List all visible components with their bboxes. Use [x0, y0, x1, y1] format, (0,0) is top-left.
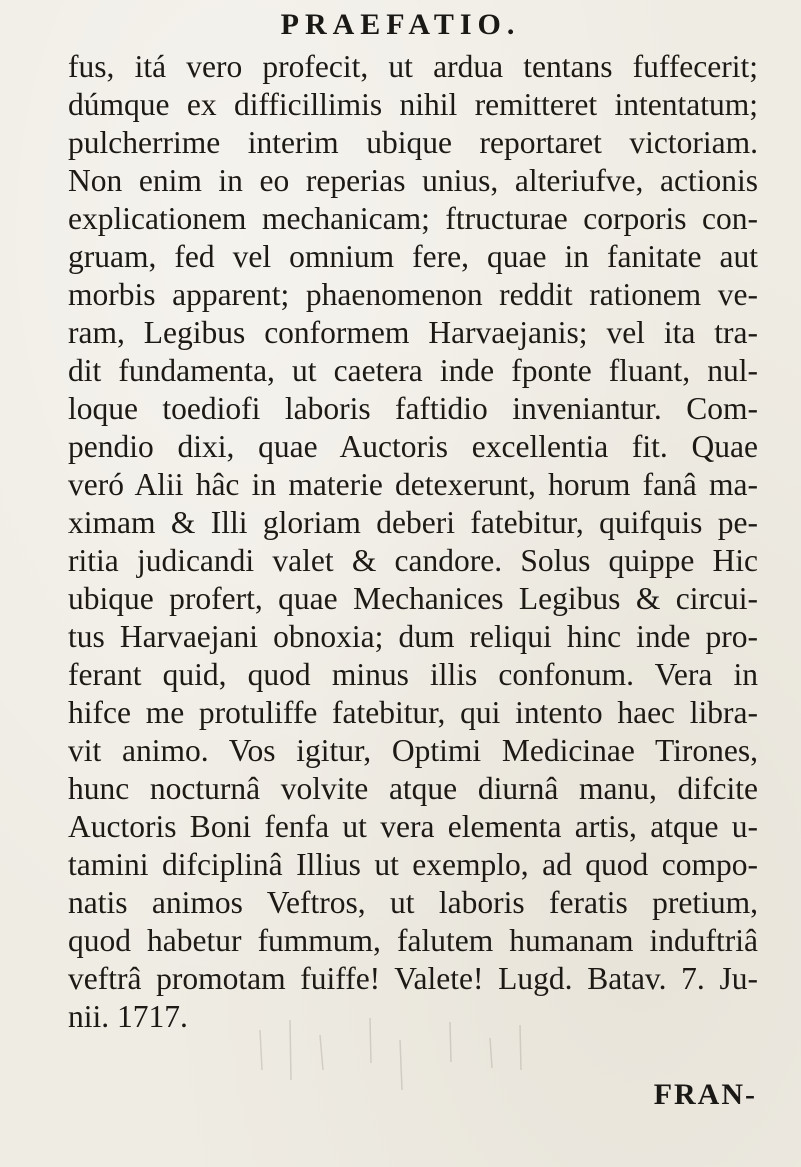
text-line: ram, Legibus conformem Harvaejanis; vel ita tra-	[68, 315, 758, 350]
text-line: pulcherrime interim ubique reportaret victoriam.	[68, 125, 758, 160]
text-line: Non enim in eo reperias unius, alteriufve, actionis	[68, 163, 758, 198]
text-line: explicationem mechanicam; ftructurae corporis con-	[68, 201, 758, 236]
body-text	[68, 48, 758, 1036]
catchword: FRAN-	[653, 1078, 757, 1111]
text-line: pendio dixi, quae Auctoris excellentia fit. Quae	[68, 429, 758, 464]
text-line-last: nii. 1717.	[68, 999, 188, 1034]
text-line: Auctoris Boni fenfa ut vera elementa artis, atque u-	[68, 809, 758, 844]
text-line: quod habetur fummum, falutem humanam induftriâ	[68, 923, 758, 958]
text-line: hunc nocturnâ volvite atque diurnâ manu, difcite	[68, 771, 758, 806]
text-line: ximam & Illi gloriam deberi fatebitur, quifquis pe-	[68, 505, 758, 540]
text-line: veftrâ promotam fuiffe! Valete! Lugd. Batav. 7. Ju-	[68, 961, 758, 996]
text-line: dúmque ex difficillimis nihil remitteret intentatum;	[68, 87, 758, 122]
text-line: ferant quid, quod minus illis confonum. Vera in	[68, 657, 758, 692]
running-head: PRAEFATIO.	[280, 8, 521, 41]
text-line: hifce me protuliffe fatebitur, qui intento haec libra-	[68, 695, 758, 730]
text-line: gruam, fed vel omnium fere, quae in fanitate aut	[68, 239, 758, 274]
text-line: loque toediofi laboris faftidio inveniantur. Com-	[68, 391, 758, 426]
text-line: veró Alii hâc in materie detexerunt, horum fanâ ma-	[68, 467, 758, 502]
text-line: vit animo. Vos igitur, Optimi Medicinae Tirones,	[68, 733, 758, 768]
text-line: natis animos Veftros, ut laboris feratis pretium,	[68, 885, 758, 920]
text-line: tamini difciplinâ Illius ut exemplo, ad quod compo-	[68, 847, 758, 882]
text-line: ubique profert, quae Mechanices Legibus & circui-	[68, 581, 758, 616]
text-line: morbis apparent; phaenomenon reddit rationem ve-	[68, 277, 758, 312]
text-line: dit fundamenta, ut caetera inde fponte fluant, nul-	[68, 353, 758, 388]
text-line: fus, itá vero profecit, ut ardua tentans fuffecerit;	[68, 49, 758, 84]
text-line: ritia judicandi valet & candore. Solus quippe Hic	[68, 543, 758, 578]
ink-bleed-through	[250, 1010, 550, 1160]
text-line: tus Harvaejani obnoxia; dum reliqui hinc inde pro-	[68, 619, 758, 654]
